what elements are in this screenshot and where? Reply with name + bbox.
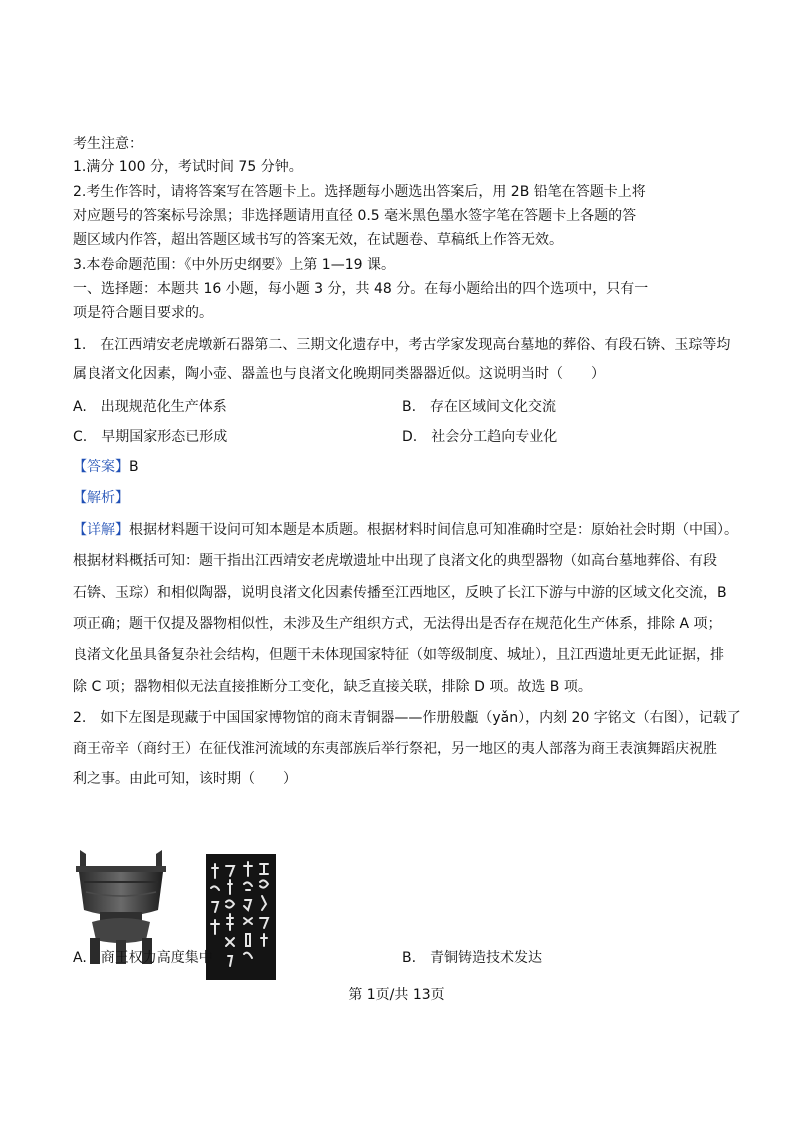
question-2-stem-cont2: 利之事。由此可知，该时期（ ）: [73, 771, 297, 787]
q1-answer: [73, 456, 139, 478]
detail-line-1: [73, 519, 738, 541]
detail-label: 【详解】: [73, 522, 129, 538]
section-heading-cont: 项是符合题目要求的。: [73, 305, 213, 321]
q1-option-c: C. 早期国家形态已形成: [73, 429, 228, 445]
notice-item-3: 3.本卷命题范围：《中外历史纲要》上第 1—19 课。: [73, 257, 395, 273]
q2-option-b: B. 青铜铸造技术发达: [402, 950, 543, 966]
page-number: 第 1页/共 13页: [348, 987, 445, 1003]
answer-label: 【答案】: [73, 459, 129, 475]
analysis-label: 【解析】: [73, 490, 129, 506]
detail-line-6: 除 C 项；器物相似无法直接推断分工变化，缺乏直接关联，排除 D 项。故选 B 项。: [73, 679, 592, 695]
q1-option-a: A. 出现规范化生产体系: [73, 399, 227, 415]
notice-item-2-cont: 对应题号的答案标号涂黑；非选择题请用直径 0.5 毫米黑色墨水签字笔在答题卡上各题的答: [73, 208, 637, 224]
detail-text-1: 根据材料题干设问可知本题是本质题。根据材料时间信息可知准确时空是：原始社会时期（中国）。: [129, 522, 738, 538]
notice-title: 考生注意：: [73, 136, 143, 152]
section-heading: 一、选择题：本题共 16 小题，每小题 3 分，共 48 分。在每小题给出的四个选项中，只有一: [73, 281, 649, 297]
notice-item-2-cont2: 题区域内作答，超出答题区域书写的答案无效，在试题卷、草稿纸上作答无效。: [73, 232, 563, 248]
question-2-stem: 2. 如下左图是现藏于中国国家博物馆的商末青铜器——作册般甗（yǎn），内刻 20 字铭文（右图），记载了: [73, 710, 741, 726]
q1-option-b: B. 存在区域间文化交流: [402, 399, 557, 415]
q2-option-a: A. 商王权力高度集中: [73, 950, 213, 966]
q1-option-d: D. 社会分工趋向专业化: [402, 429, 558, 445]
answer-value: B: [129, 459, 139, 475]
question-1-stem-cont: 属良渚文化因素，陶小壶、器盖也与良渚文化晚期同类器器近似。这说明当时（ ）: [73, 366, 605, 382]
detail-line-2: 根据材料概括可知：题干指出江西靖安老虎墩遗址中出现了良渚文化的典型器物（如高台墓地葬俗、有段: [73, 553, 717, 569]
question-1-stem: 1. 在江西靖安老虎墩新石器第二、三期文化遗存中，考古学家发现高台墓地的葬俗、有段石锛、玉琮等均: [73, 337, 731, 353]
inscription-rubbing-image: [206, 854, 276, 980]
detail-line-4: 项正确；题干仅提及器物相似性，未涉及生产组织方式，无法得出是否存在规范化生产体系，排除 A 项；: [73, 616, 722, 632]
notice-item-2: 2.考生作答时，请将答案写在答题卡上。选择题每小题选出答案后，用 2B 铅笔在答题卡上将: [73, 184, 646, 200]
detail-line-3: 石锛、玉琮）和相似陶器，说明良渚文化因素传播至江西地区，反映了长江下游与中游的区域文化交流，B: [73, 585, 727, 601]
question-2-stem-cont: 商王帝辛（商纣王）在征伐淮河流域的东夷部族后举行祭祀，另一地区的夷人部落为商王表演舞蹈庆祝胜: [73, 741, 717, 757]
detail-line-5: 良渚文化虽具备复杂社会结构，但题干未体现国家特征（如等级制度、城址），且江西遗址更无此证据，排: [73, 647, 724, 663]
notice-item-1: 1.满分 100 分，考试时间 75 分钟。: [73, 159, 303, 175]
